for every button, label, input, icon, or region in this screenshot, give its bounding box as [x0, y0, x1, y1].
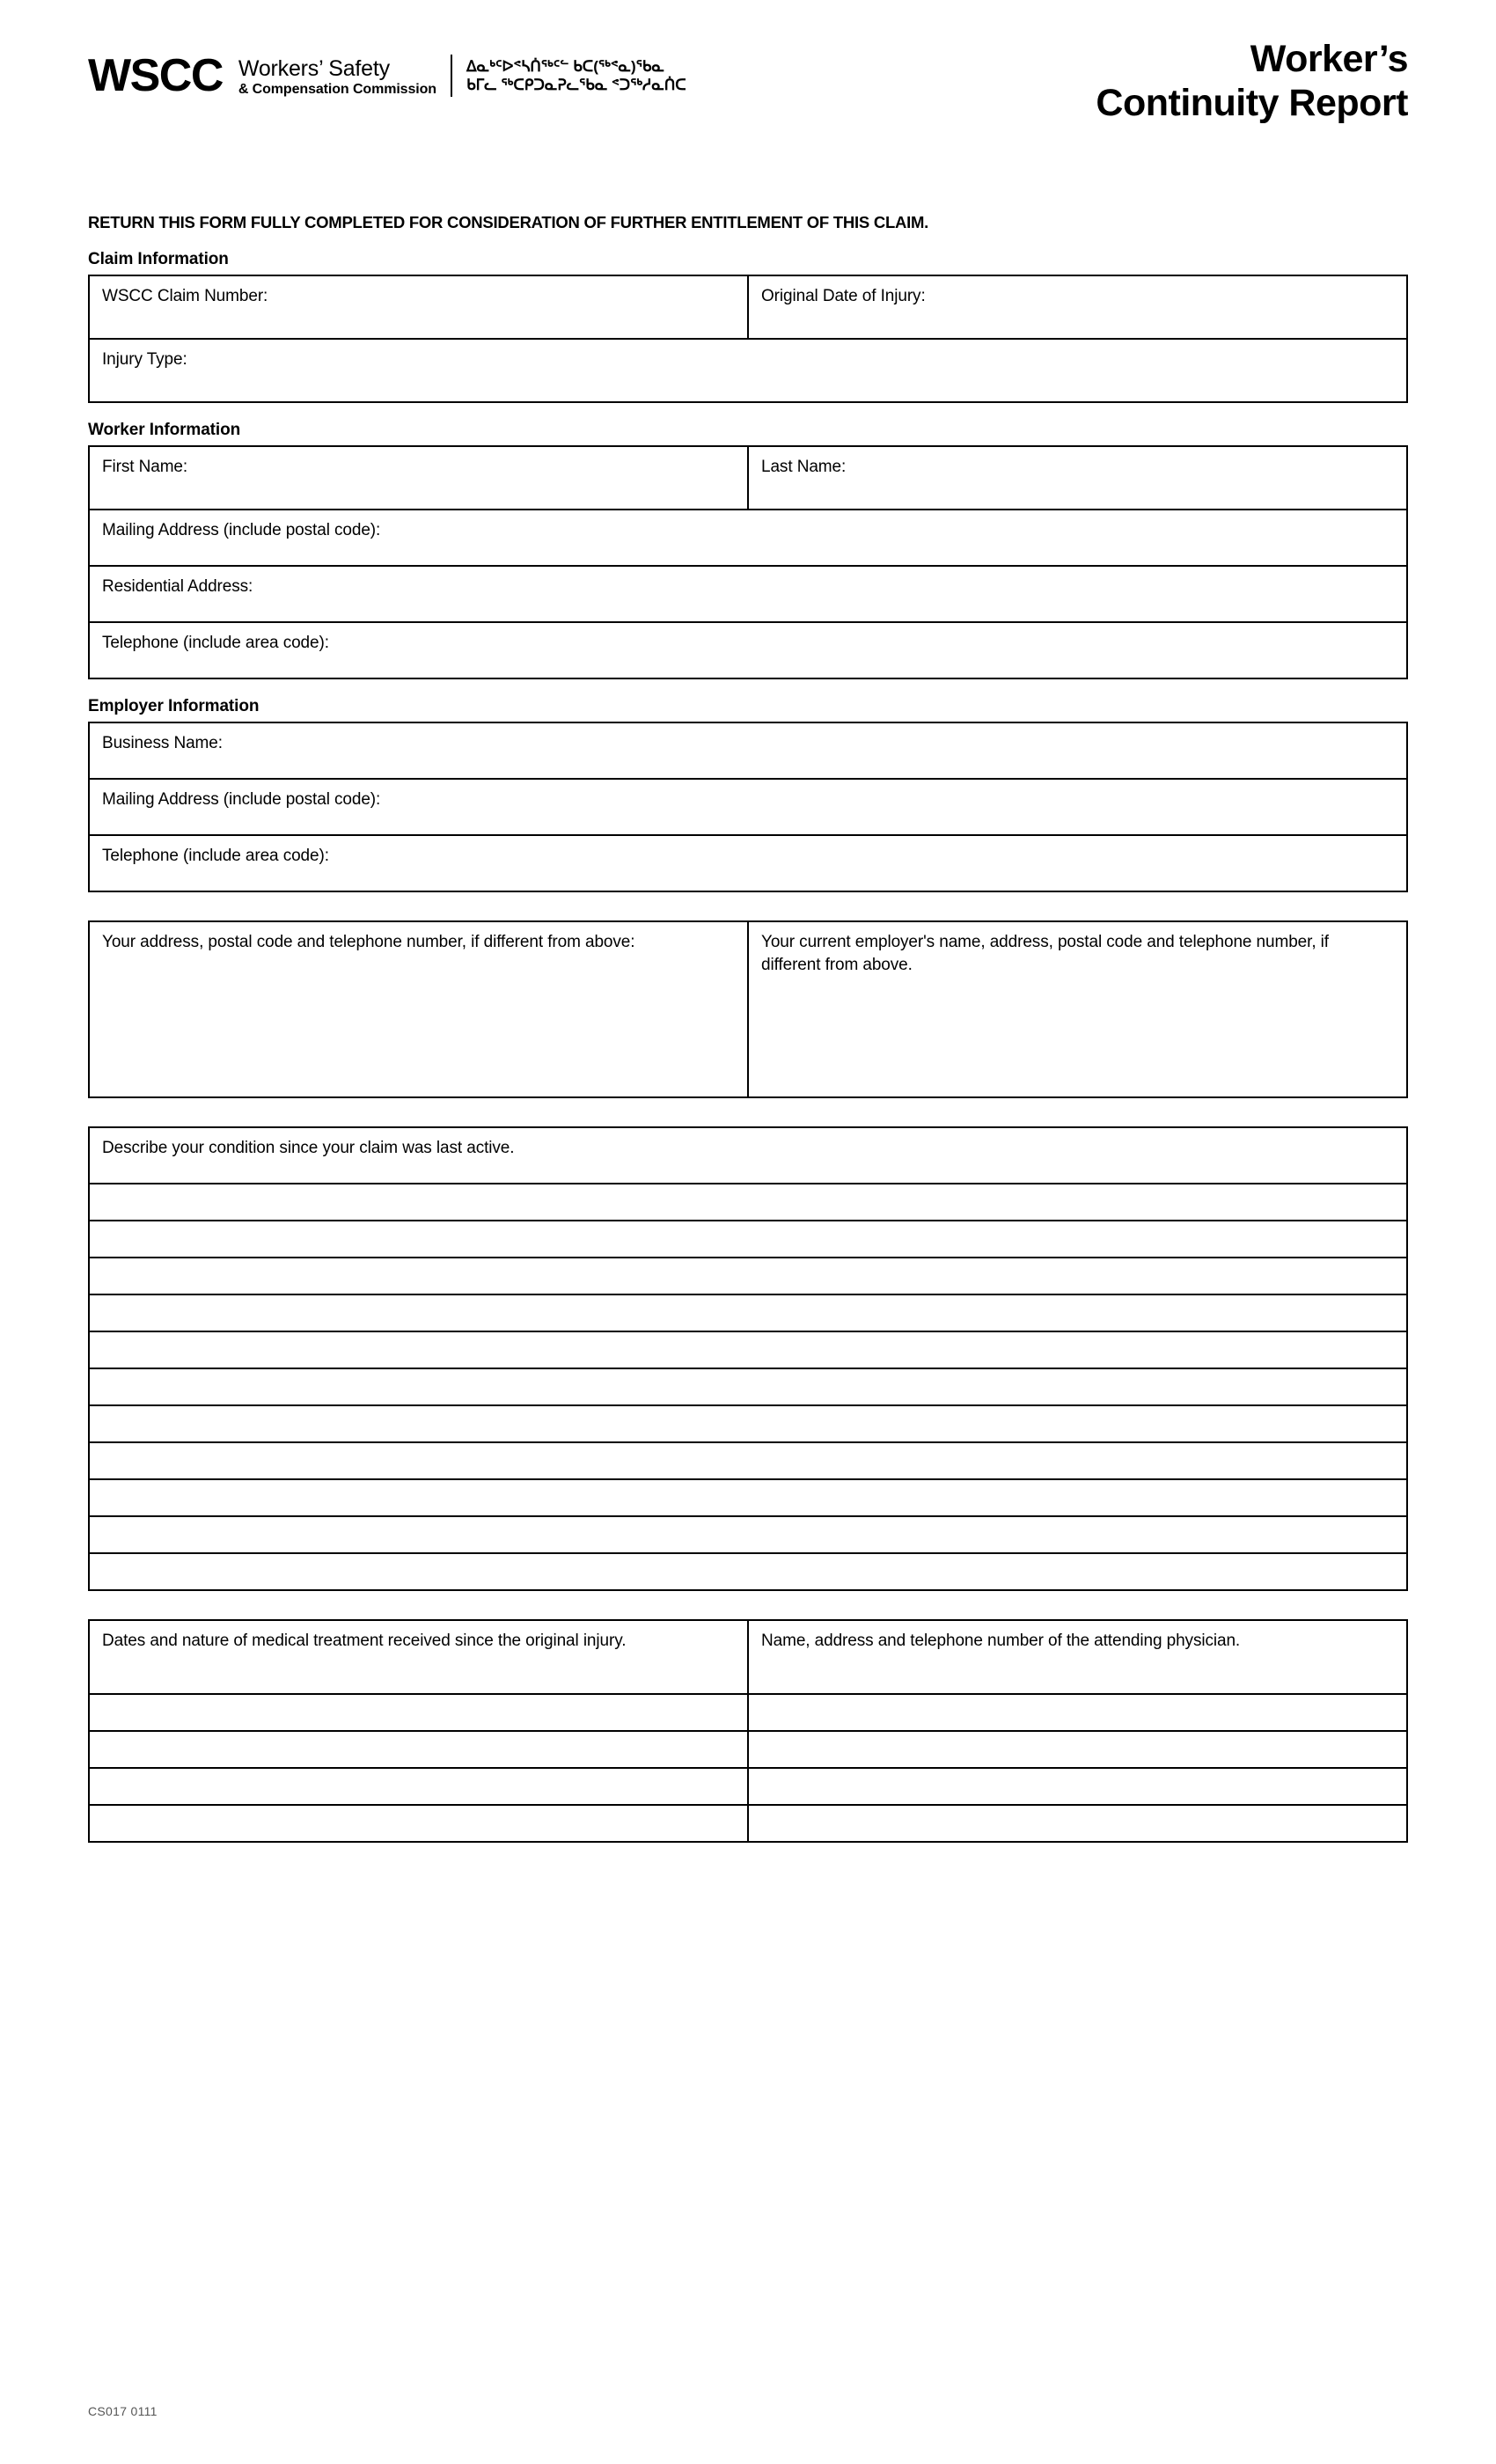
- field-injury-type-label: Injury Type:: [102, 350, 187, 369]
- table-row: [89, 1258, 1407, 1294]
- table-row: [89, 722, 1407, 779]
- page-title-line1: Worker’s: [1250, 38, 1408, 80]
- field-first-name-label: First Name:: [102, 458, 188, 476]
- field-last-name-label: Last Name:: [761, 458, 847, 476]
- wscc-logo-english-line1: Workers’ Safety: [238, 55, 390, 81]
- table-row: [89, 1620, 1407, 1694]
- table-row: [89, 1127, 1407, 1184]
- field-business-name-label: Business Name:: [102, 734, 223, 752]
- table-row: [89, 1221, 1407, 1258]
- wscc-logo-inuktitut-line1: ᐃᓇᒃᑦᐅᕝᓴᑏᖅᑦᓪ ᑲᑕ(ᖅᕝᓇ)ᖃᓇ: [466, 57, 664, 75]
- field-worker-residential-address-label: Residential Address:: [102, 577, 253, 596]
- field-alternate-address-label: Your address, postal code and telephone number, if different from above:: [102, 933, 635, 951]
- table-row: [89, 622, 1407, 678]
- table-row: [89, 1331, 1407, 1368]
- field-alternate-employer-label: Your current employer's name, address, postal code and telephone number, if different from above.: [761, 933, 1329, 974]
- field-claim-number[interactable]: [89, 275, 748, 339]
- claim-information-table: [88, 275, 1408, 403]
- medical-treatment-prompt-label: Dates and nature of medical treatment received since the original injury.: [102, 1632, 627, 1650]
- employer-information-table: [88, 722, 1408, 892]
- page-header: [88, 0, 1408, 141]
- wscc-logo-inuktitut-line2: ᑲᒥᓚ ᖅᑕᑭᑐᓇᕈᓚᖃᓇ ᕝᑐᖅᓱᓇᑏᑕ: [466, 77, 686, 93]
- attending-physician-prompt-cell: [748, 1620, 1407, 1694]
- condition-prompt-cell: [89, 1127, 1407, 1184]
- table-row: [89, 1442, 1407, 1479]
- blank-entry-cell[interactable]: [89, 1805, 748, 1842]
- section-heading-employer: Employer Information: [88, 697, 260, 715]
- field-employer-telephone-label: Telephone (include area code):: [102, 847, 329, 865]
- field-alternate-employer[interactable]: [748, 921, 1407, 1097]
- field-worker-telephone-label: Telephone (include area code):: [102, 634, 329, 652]
- blank-entry-cell[interactable]: [89, 1221, 1407, 1258]
- blank-entry-cell[interactable]: [748, 1731, 1407, 1768]
- different-from-above-table: [88, 920, 1408, 1098]
- spacer: [88, 892, 1408, 920]
- return-notice: RETURN THIS FORM FULLY COMPLETED FOR CONSIDERATION OF FURTHER ENTITLEMENT OF THIS CLAIM.: [88, 213, 929, 231]
- table-row: [89, 1553, 1407, 1590]
- blank-entry-cell[interactable]: [89, 1405, 1407, 1442]
- wscc-logo: [88, 50, 686, 101]
- attending-physician-prompt-label: Name, address and telephone number of the attending physician.: [761, 1632, 1241, 1650]
- worker-information-table: [88, 445, 1408, 679]
- medical-table-body: [89, 1620, 1407, 1842]
- table-row: [89, 566, 1407, 622]
- table-row: [89, 1805, 1407, 1842]
- field-last-name[interactable]: [748, 446, 1407, 510]
- condition-prompt-label: Describe your condition since your claim was last active.: [102, 1139, 515, 1157]
- condition-table-body: [89, 1127, 1407, 1590]
- spacer: [88, 1591, 1408, 1619]
- blank-entry-cell[interactable]: [748, 1805, 1407, 1842]
- blank-entry-cell[interactable]: [89, 1368, 1407, 1405]
- table-row: [89, 339, 1407, 402]
- field-employer-mailing-address-label: Mailing Address (include postal code):: [102, 790, 381, 809]
- table-row: [89, 275, 1407, 339]
- table-row: [89, 1184, 1407, 1221]
- section-heading-worker: Worker Information: [88, 421, 241, 439]
- blank-entry-cell[interactable]: [89, 1694, 748, 1731]
- field-worker-mailing-address[interactable]: [89, 510, 1407, 566]
- section-heading-claim: Claim Information: [88, 250, 229, 268]
- table-row: [89, 1479, 1407, 1516]
- table-row: [89, 510, 1407, 566]
- wscc-logo-inuktitut: [466, 57, 686, 95]
- table-row: [89, 1731, 1407, 1768]
- blank-entry-cell[interactable]: [89, 1553, 1407, 1590]
- blank-entry-cell[interactable]: [89, 1331, 1407, 1368]
- page-title-line2: Continuity Report: [1096, 82, 1408, 125]
- table-row: [89, 1405, 1407, 1442]
- table-row: [89, 1694, 1407, 1731]
- field-worker-residential-address[interactable]: [89, 566, 1407, 622]
- blank-entry-cell[interactable]: [89, 1258, 1407, 1294]
- field-worker-telephone[interactable]: [89, 622, 1407, 678]
- blank-entry-cell[interactable]: [89, 1184, 1407, 1221]
- form-code: CS017 0111: [88, 2404, 158, 2418]
- blank-entry-cell[interactable]: [89, 1294, 1407, 1331]
- field-injury-type[interactable]: [89, 339, 1407, 402]
- blank-entry-cell[interactable]: [89, 1479, 1407, 1516]
- blank-entry-cell[interactable]: [89, 1516, 1407, 1553]
- field-employer-telephone[interactable]: [89, 835, 1407, 891]
- wscc-logo-english-line2: & Compensation Commission: [238, 81, 436, 97]
- table-row: [89, 835, 1407, 891]
- wscc-logo-english: [238, 55, 436, 98]
- field-date-of-injury-label: Original Date of Injury:: [761, 287, 926, 305]
- condition-description-table: [88, 1126, 1408, 1591]
- field-first-name[interactable]: [89, 446, 748, 510]
- table-row: [89, 1768, 1407, 1805]
- blank-entry-cell[interactable]: [89, 1731, 748, 1768]
- table-row: [89, 1516, 1407, 1553]
- field-business-name[interactable]: [89, 722, 1407, 779]
- spacer: [88, 1098, 1408, 1126]
- field-date-of-injury[interactable]: [748, 275, 1407, 339]
- logo-divider: [451, 55, 452, 97]
- medical-treatment-prompt-cell: [89, 1620, 748, 1694]
- page-title: [1096, 37, 1408, 126]
- field-alternate-address[interactable]: [89, 921, 748, 1097]
- wscc-acronym: WSCC: [88, 50, 223, 101]
- field-worker-mailing-address-label: Mailing Address (include postal code):: [102, 521, 381, 539]
- table-row: [89, 1294, 1407, 1331]
- table-row: [89, 446, 1407, 510]
- field-claim-number-label: WSCC Claim Number:: [102, 287, 268, 305]
- blank-entry-cell[interactable]: [748, 1694, 1407, 1731]
- medical-treatment-table: [88, 1619, 1408, 1843]
- blank-entry-cell[interactable]: [89, 1768, 748, 1805]
- blank-entry-cell[interactable]: [89, 1442, 1407, 1479]
- field-employer-mailing-address[interactable]: [89, 779, 1407, 835]
- table-row: [89, 1368, 1407, 1405]
- table-row: [89, 921, 1407, 1097]
- blank-entry-cell[interactable]: [748, 1768, 1407, 1805]
- table-row: [89, 779, 1407, 835]
